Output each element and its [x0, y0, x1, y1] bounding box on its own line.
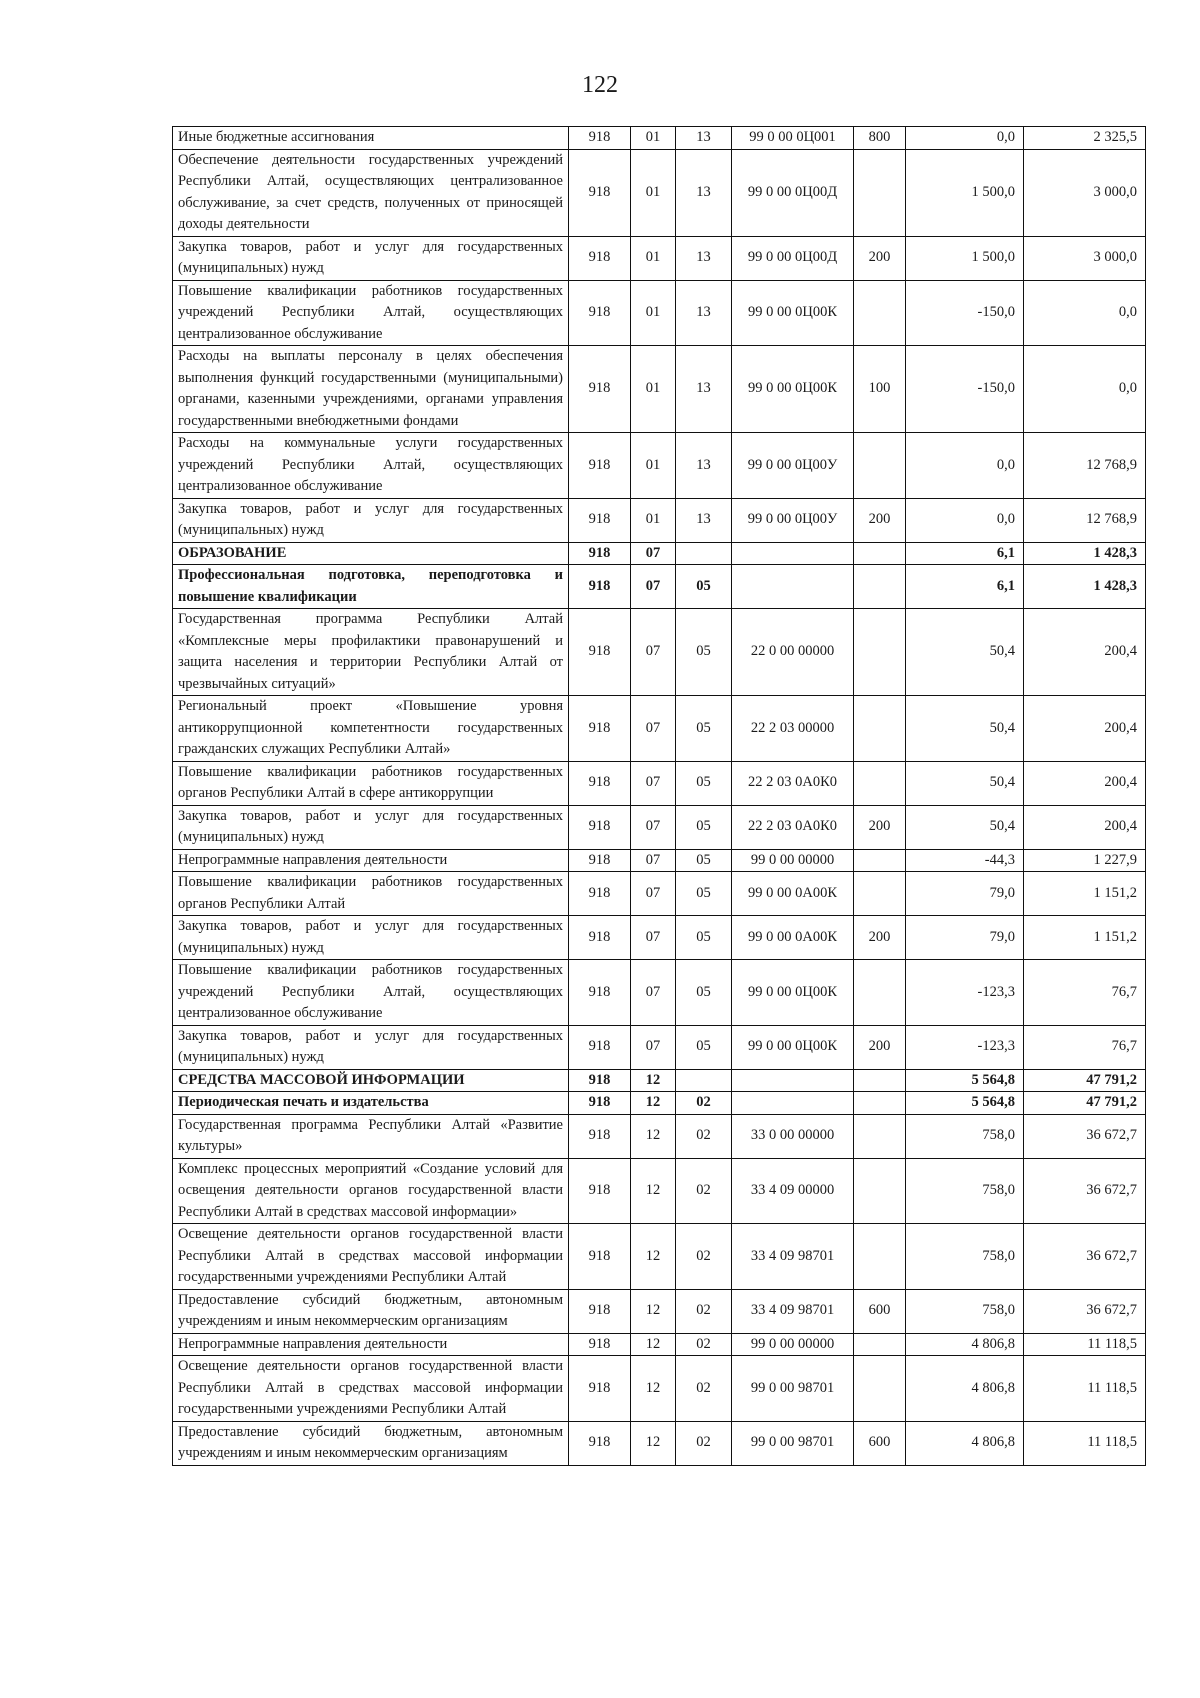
cell-sum-1: -44,3 — [906, 849, 1024, 872]
cell-name: Расходы на выплаты персоналу в целях обеспечения выполнения функций государственными (муниципальными) органами, казенными учреждениями, органами управления государственными внебюджетными фондами — [173, 346, 569, 433]
cell-rz: 07 — [631, 565, 676, 609]
cell-rz: 12 — [631, 1114, 676, 1158]
cell-sum-2: 36 672,7 — [1024, 1224, 1146, 1290]
cell-sum-1: 79,0 — [906, 916, 1024, 960]
cell-vr — [854, 280, 906, 346]
cell-csr: 99 0 00 0Ц00У — [732, 498, 854, 542]
cell-pr: 02 — [676, 1158, 732, 1224]
cell-sum-1: 758,0 — [906, 1158, 1024, 1224]
cell-rz: 07 — [631, 916, 676, 960]
cell-pr: 13 — [676, 433, 732, 499]
cell-pr: 05 — [676, 960, 732, 1026]
cell-csr: 99 0 00 98701 — [732, 1421, 854, 1465]
cell-pr — [676, 1069, 732, 1092]
cell-rz: 12 — [631, 1333, 676, 1356]
cell-pr: 05 — [676, 916, 732, 960]
cell-sum-1: 50,4 — [906, 805, 1024, 849]
cell-ved: 918 — [569, 1158, 631, 1224]
cell-pr: 05 — [676, 872, 732, 916]
cell-sum-2: 76,7 — [1024, 960, 1146, 1026]
cell-csr: 99 0 00 0Ц00Д — [732, 236, 854, 280]
table-row — [173, 565, 1146, 609]
cell-rz: 07 — [631, 1025, 676, 1069]
cell-csr: 99 0 00 0Ц00К — [732, 960, 854, 1026]
cell-ved: 918 — [569, 849, 631, 872]
cell-name: Предоставление субсидий бюджетным, автономным учреждениям и иным некоммерческим организациям — [173, 1421, 569, 1465]
cell-sum-1: -123,3 — [906, 960, 1024, 1026]
cell-ved: 918 — [569, 1092, 631, 1115]
cell-vr — [854, 872, 906, 916]
cell-csr: 99 0 00 98701 — [732, 1356, 854, 1422]
cell-rz: 07 — [631, 805, 676, 849]
cell-name: Закупка товаров, работ и услуг для государственных (муниципальных) нужд — [173, 916, 569, 960]
cell-sum-1: 5 564,8 — [906, 1069, 1024, 1092]
cell-name: Предоставление субсидий бюджетным, автономным учреждениям и иным некоммерческим организациям — [173, 1289, 569, 1333]
cell-rz: 01 — [631, 498, 676, 542]
cell-sum-2: 47 791,2 — [1024, 1069, 1146, 1092]
cell-ved: 918 — [569, 1356, 631, 1422]
cell-sum-2: 12 768,9 — [1024, 433, 1146, 499]
cell-name: Повышение квалификации работников государственных органов Республики Алтай — [173, 872, 569, 916]
cell-ved: 918 — [569, 565, 631, 609]
cell-sum-2: 1 428,3 — [1024, 542, 1146, 565]
cell-rz: 07 — [631, 542, 676, 565]
cell-pr: 02 — [676, 1356, 732, 1422]
cell-sum-1: 4 806,8 — [906, 1421, 1024, 1465]
cell-csr: 99 0 00 0Ц001 — [732, 127, 854, 150]
table-row — [173, 696, 1146, 762]
cell-sum-1: 6,1 — [906, 542, 1024, 565]
cell-sum-1: 4 806,8 — [906, 1356, 1024, 1422]
cell-sum-2: 36 672,7 — [1024, 1158, 1146, 1224]
cell-pr: 13 — [676, 149, 732, 236]
cell-sum-1: 1 500,0 — [906, 236, 1024, 280]
table-row — [173, 1421, 1146, 1465]
cell-ved: 918 — [569, 1333, 631, 1356]
cell-name: Обеспечение деятельности государственных учреждений Республики Алтай, осуществляющих централизованное обслуживание, за счет средств, полученных от приносящей доходы деятельности — [173, 149, 569, 236]
table-row — [173, 872, 1146, 916]
cell-name: Закупка товаров, работ и услуг для государственных (муниципальных) нужд — [173, 805, 569, 849]
cell-sum-2: 200,4 — [1024, 805, 1146, 849]
cell-pr: 13 — [676, 280, 732, 346]
cell-vr — [854, 761, 906, 805]
cell-csr: 33 0 00 00000 — [732, 1114, 854, 1158]
cell-vr — [854, 609, 906, 696]
cell-pr: 05 — [676, 761, 732, 805]
cell-csr: 99 0 00 00000 — [732, 849, 854, 872]
cell-ved: 918 — [569, 149, 631, 236]
cell-vr: 200 — [854, 805, 906, 849]
cell-vr — [854, 565, 906, 609]
cell-name: ОБРАЗОВАНИЕ — [173, 542, 569, 565]
cell-vr — [854, 433, 906, 499]
cell-ved: 918 — [569, 1224, 631, 1290]
cell-vr — [854, 1224, 906, 1290]
cell-vr — [854, 542, 906, 565]
table-row — [173, 542, 1146, 565]
cell-rz: 07 — [631, 960, 676, 1026]
cell-rz: 12 — [631, 1421, 676, 1465]
cell-sum-1: 50,4 — [906, 696, 1024, 762]
cell-pr: 13 — [676, 127, 732, 150]
table-row — [173, 1356, 1146, 1422]
cell-sum-1: 79,0 — [906, 872, 1024, 916]
cell-sum-2: 1 151,2 — [1024, 916, 1146, 960]
cell-sum-1: 758,0 — [906, 1114, 1024, 1158]
cell-ved: 918 — [569, 280, 631, 346]
cell-pr: 13 — [676, 236, 732, 280]
cell-rz: 12 — [631, 1069, 676, 1092]
cell-vr — [854, 1356, 906, 1422]
table-row — [173, 1069, 1146, 1092]
cell-csr: 33 4 09 00000 — [732, 1158, 854, 1224]
cell-ved: 918 — [569, 872, 631, 916]
table-row — [173, 1092, 1146, 1115]
cell-csr — [732, 542, 854, 565]
cell-pr: 02 — [676, 1289, 732, 1333]
cell-sum-2: 12 768,9 — [1024, 498, 1146, 542]
cell-vr — [854, 849, 906, 872]
table-row — [173, 805, 1146, 849]
table-body — [173, 127, 1146, 1466]
cell-ved: 918 — [569, 761, 631, 805]
cell-vr: 600 — [854, 1289, 906, 1333]
cell-sum-2: 1 428,3 — [1024, 565, 1146, 609]
cell-ved: 918 — [569, 1289, 631, 1333]
cell-name: Региональный проект «Повышение уровня антикоррупционной компетентности государственных гражданских служащих Республики Алтай» — [173, 696, 569, 762]
cell-rz: 07 — [631, 761, 676, 805]
cell-sum-2: 36 672,7 — [1024, 1114, 1146, 1158]
cell-vr: 800 — [854, 127, 906, 150]
cell-rz: 01 — [631, 280, 676, 346]
cell-csr: 33 4 09 98701 — [732, 1289, 854, 1333]
cell-sum-2: 11 118,5 — [1024, 1421, 1146, 1465]
cell-ved: 918 — [569, 1025, 631, 1069]
cell-sum-2: 36 672,7 — [1024, 1289, 1146, 1333]
cell-name: Закупка товаров, работ и услуг для государственных (муниципальных) нужд — [173, 498, 569, 542]
table-row — [173, 1025, 1146, 1069]
cell-rz: 01 — [631, 433, 676, 499]
table-row — [173, 433, 1146, 499]
cell-sum-2: 0,0 — [1024, 346, 1146, 433]
cell-ved: 918 — [569, 1069, 631, 1092]
cell-pr: 05 — [676, 849, 732, 872]
budget-table — [172, 126, 1146, 1466]
table-row — [173, 761, 1146, 805]
cell-csr: 99 0 00 0Ц00У — [732, 433, 854, 499]
cell-name: Освещение деятельности органов государственной власти Республики Алтай в средствах массовой информации государственными учреждениями Республики Алтай — [173, 1224, 569, 1290]
page-number: 122 — [582, 72, 618, 98]
cell-sum-1: 50,4 — [906, 761, 1024, 805]
cell-vr: 200 — [854, 236, 906, 280]
cell-csr: 99 0 00 00000 — [732, 1333, 854, 1356]
cell-ved: 918 — [569, 916, 631, 960]
cell-vr — [854, 1092, 906, 1115]
cell-pr: 05 — [676, 1025, 732, 1069]
cell-name: Повышение квалификации работников государственных органов Республики Алтай в сфере антикоррупции — [173, 761, 569, 805]
cell-ved: 918 — [569, 433, 631, 499]
cell-rz: 07 — [631, 696, 676, 762]
table-row — [173, 960, 1146, 1026]
cell-name: Закупка товаров, работ и услуг для государственных (муниципальных) нужд — [173, 236, 569, 280]
cell-vr — [854, 960, 906, 1026]
cell-csr — [732, 565, 854, 609]
table-row — [173, 1289, 1146, 1333]
cell-name: Иные бюджетные ассигнования — [173, 127, 569, 150]
cell-vr — [854, 1158, 906, 1224]
cell-vr — [854, 1069, 906, 1092]
cell-csr: 22 2 03 0А0К0 — [732, 761, 854, 805]
cell-pr: 02 — [676, 1092, 732, 1115]
cell-sum-1: 50,4 — [906, 609, 1024, 696]
cell-rz: 12 — [631, 1289, 676, 1333]
cell-name: Государственная программа Республики Алтай «Комплексные меры профилактики правонарушений и защита населения и территории Республики Алтай от чрезвычайных ситуаций» — [173, 609, 569, 696]
cell-ved: 918 — [569, 1114, 631, 1158]
cell-name: Повышение квалификации работников государственных учреждений Республики Алтай, осуществляющих централизованное обслуживание — [173, 960, 569, 1026]
table-row — [173, 1224, 1146, 1290]
cell-sum-2: 11 118,5 — [1024, 1333, 1146, 1356]
cell-ved: 918 — [569, 346, 631, 433]
table-row — [173, 498, 1146, 542]
cell-name: Профессиональная подготовка, переподготовка и повышение квалификации — [173, 565, 569, 609]
table-row — [173, 280, 1146, 346]
cell-pr: 02 — [676, 1421, 732, 1465]
cell-ved: 918 — [569, 696, 631, 762]
cell-rz: 12 — [631, 1158, 676, 1224]
cell-ved: 918 — [569, 498, 631, 542]
cell-sum-1: 758,0 — [906, 1289, 1024, 1333]
table-row — [173, 236, 1146, 280]
table-row — [173, 1114, 1146, 1158]
table-row — [173, 149, 1146, 236]
cell-csr: 22 2 03 00000 — [732, 696, 854, 762]
cell-sum-2: 200,4 — [1024, 696, 1146, 762]
cell-csr: 22 0 00 00000 — [732, 609, 854, 696]
table-row — [173, 1333, 1146, 1356]
cell-rz: 07 — [631, 609, 676, 696]
table-row — [173, 849, 1146, 872]
cell-sum-2: 2 325,5 — [1024, 127, 1146, 150]
cell-ved: 918 — [569, 236, 631, 280]
cell-name: Расходы на коммунальные услуги государственных учреждений Республики Алтай, осуществляющих централизованное обслуживание — [173, 433, 569, 499]
cell-rz: 07 — [631, 872, 676, 916]
cell-sum-1: -150,0 — [906, 280, 1024, 346]
cell-pr — [676, 542, 732, 565]
table-row — [173, 609, 1146, 696]
cell-sum-1: 1 500,0 — [906, 149, 1024, 236]
cell-sum-1: 0,0 — [906, 127, 1024, 150]
cell-csr — [732, 1092, 854, 1115]
cell-sum-2: 47 791,2 — [1024, 1092, 1146, 1115]
cell-sum-2: 76,7 — [1024, 1025, 1146, 1069]
cell-sum-1: 0,0 — [906, 433, 1024, 499]
cell-ved: 918 — [569, 127, 631, 150]
cell-name: СРЕДСТВА МАССОВОЙ ИНФОРМАЦИИ — [173, 1069, 569, 1092]
cell-vr: 200 — [854, 1025, 906, 1069]
cell-sum-1: 5 564,8 — [906, 1092, 1024, 1115]
cell-name: Комплекс процессных мероприятий «Создание условий для освещения деятельности органов государственной власти Республики Алтай в средствах массовой информации» — [173, 1158, 569, 1224]
cell-rz: 01 — [631, 236, 676, 280]
cell-name: Освещение деятельности органов государственной власти Республики Алтай в средствах массовой информации государственными учреждениями Республики Алтай — [173, 1356, 569, 1422]
cell-pr: 13 — [676, 498, 732, 542]
cell-csr: 99 0 00 0Ц00К — [732, 346, 854, 433]
table-row — [173, 127, 1146, 150]
cell-vr: 200 — [854, 498, 906, 542]
cell-ved: 918 — [569, 1421, 631, 1465]
cell-ved: 918 — [569, 960, 631, 1026]
cell-pr: 05 — [676, 609, 732, 696]
cell-pr: 05 — [676, 805, 732, 849]
cell-sum-2: 200,4 — [1024, 761, 1146, 805]
cell-pr: 05 — [676, 565, 732, 609]
cell-name: Периодическая печать и издательства — [173, 1092, 569, 1115]
cell-vr: 100 — [854, 346, 906, 433]
cell-csr: 33 4 09 98701 — [732, 1224, 854, 1290]
cell-sum-1: 4 806,8 — [906, 1333, 1024, 1356]
cell-vr — [854, 696, 906, 762]
cell-sum-2: 1 151,2 — [1024, 872, 1146, 916]
cell-sum-1: 758,0 — [906, 1224, 1024, 1290]
cell-vr: 200 — [854, 916, 906, 960]
cell-pr: 02 — [676, 1333, 732, 1356]
cell-pr: 02 — [676, 1224, 732, 1290]
cell-name: Закупка товаров, работ и услуг для государственных (муниципальных) нужд — [173, 1025, 569, 1069]
cell-csr — [732, 1069, 854, 1092]
cell-ved: 918 — [569, 609, 631, 696]
cell-csr: 22 2 03 0А0К0 — [732, 805, 854, 849]
cell-vr — [854, 149, 906, 236]
cell-sum-2: 1 227,9 — [1024, 849, 1146, 872]
cell-name: Непрограммные направления деятельности — [173, 1333, 569, 1356]
cell-rz: 07 — [631, 849, 676, 872]
cell-rz: 12 — [631, 1224, 676, 1290]
cell-csr: 99 0 00 0Ц00Д — [732, 149, 854, 236]
cell-sum-2: 3 000,0 — [1024, 236, 1146, 280]
cell-sum-2: 3 000,0 — [1024, 149, 1146, 236]
cell-ved: 918 — [569, 805, 631, 849]
cell-vr — [854, 1114, 906, 1158]
cell-rz: 01 — [631, 149, 676, 236]
cell-name: Непрограммные направления деятельности — [173, 849, 569, 872]
cell-sum-1: -150,0 — [906, 346, 1024, 433]
cell-vr: 600 — [854, 1421, 906, 1465]
cell-sum-1: -123,3 — [906, 1025, 1024, 1069]
cell-csr: 99 0 00 0Ц00К — [732, 1025, 854, 1069]
cell-rz: 01 — [631, 127, 676, 150]
cell-csr: 99 0 00 0А00К — [732, 872, 854, 916]
cell-pr: 13 — [676, 346, 732, 433]
cell-ved: 918 — [569, 542, 631, 565]
cell-sum-1: 0,0 — [906, 498, 1024, 542]
cell-pr: 05 — [676, 696, 732, 762]
cell-sum-1: 6,1 — [906, 565, 1024, 609]
cell-sum-2: 11 118,5 — [1024, 1356, 1146, 1422]
cell-name: Повышение квалификации работников государственных учреждений Республики Алтай, осуществляющих централизованное обслуживание — [173, 280, 569, 346]
cell-name: Государственная программа Республики Алтай «Развитие культуры» — [173, 1114, 569, 1158]
cell-rz: 12 — [631, 1356, 676, 1422]
cell-csr: 99 0 00 0Ц00К — [732, 280, 854, 346]
table-row — [173, 916, 1146, 960]
cell-rz: 12 — [631, 1092, 676, 1115]
cell-vr — [854, 1333, 906, 1356]
table-row — [173, 346, 1146, 433]
cell-sum-2: 200,4 — [1024, 609, 1146, 696]
cell-sum-2: 0,0 — [1024, 280, 1146, 346]
cell-rz: 01 — [631, 346, 676, 433]
table-row — [173, 1158, 1146, 1224]
cell-csr: 99 0 00 0А00К — [732, 916, 854, 960]
cell-pr: 02 — [676, 1114, 732, 1158]
